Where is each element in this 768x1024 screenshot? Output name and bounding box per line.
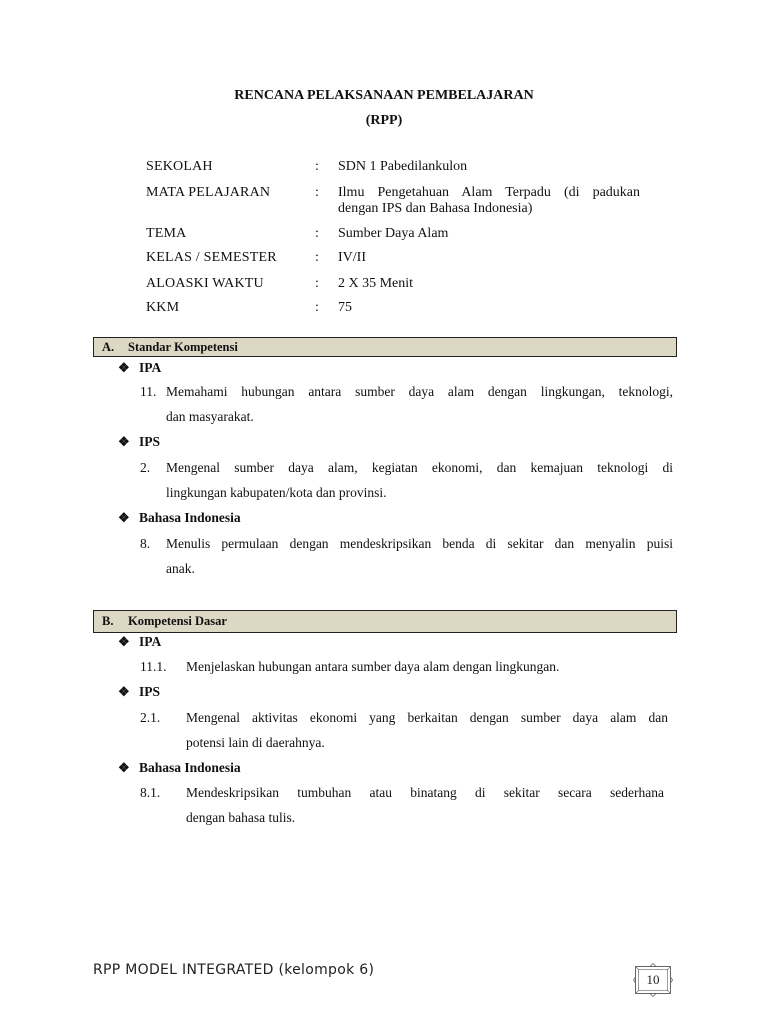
info-value: Ilmu Pengetahuan Alam Terpadu (di padukan <box>338 185 640 200</box>
diamond-bullet-icon: ❖ <box>118 360 130 375</box>
info-label: SEKOLAH <box>146 159 213 174</box>
subject-heading: IPS <box>139 684 161 699</box>
document-title: RENCANA PELAKSANAAN PEMBELAJARAN <box>234 88 534 103</box>
info-value: Sumber Daya Alam <box>338 226 449 241</box>
item-line: Mengenal aktivitas ekonomi yang berkaitan dengan sumber daya alam dan <box>186 710 668 725</box>
info-value: 75 <box>338 300 352 315</box>
item-line: lingkungan kabupaten/kota dan provinsi. <box>166 485 387 500</box>
info-colon: : <box>315 159 319 174</box>
diamond-bullet-icon: ❖ <box>118 434 130 449</box>
item-text <box>186 780 664 830</box>
info-colon: : <box>315 226 319 241</box>
document-subtitle: (RPP) <box>365 113 403 128</box>
item-number: 2. <box>140 460 151 475</box>
item-line: Menjelaskan hubungan antara sumber daya alam dengan lingkungan. <box>186 659 560 674</box>
item-text <box>186 654 668 679</box>
info-colon: : <box>315 300 319 315</box>
info-label: TEMA <box>146 226 187 241</box>
info-colon: : <box>315 250 319 265</box>
info-value: SDN 1 Pabedilankulon <box>338 159 468 174</box>
info-value: IV/II <box>338 250 366 265</box>
section-b-header <box>93 610 677 633</box>
item-line: Mengenal sumber daya alam, kegiatan ekonomi, dan kemajuan teknologi di <box>166 460 673 475</box>
subject-heading: IPA <box>139 634 162 649</box>
info-label: KELAS / SEMESTER <box>146 250 277 265</box>
item-line: dan masyarakat. <box>166 409 254 424</box>
item-line: Memahami hubungan antara sumber daya alam dengan lingkungan, teknologi, <box>166 384 673 399</box>
info-colon: : <box>315 276 319 291</box>
item-text <box>186 705 668 755</box>
diamond-bullet-icon: ❖ <box>118 634 130 649</box>
item-number: 8. <box>140 536 151 551</box>
item-number: 11. <box>140 384 157 399</box>
diamond-bullet-icon: ❖ <box>118 510 130 525</box>
section-letter: B. <box>102 614 114 628</box>
item-number: 8.1. <box>140 785 161 800</box>
item-number: 2.1. <box>140 710 161 725</box>
page-number: 10 <box>646 972 660 987</box>
item-line: potensi lain di daerahnya. <box>186 735 325 750</box>
item-text <box>166 379 673 429</box>
info-colon: : <box>315 185 319 200</box>
info-label: KKM <box>146 300 180 315</box>
section-title: Kompetensi Dasar <box>128 614 227 628</box>
diamond-bullet-icon: ❖ <box>118 684 130 699</box>
item-text <box>166 455 673 505</box>
item-line: Mendeskripsikan tumbuhan atau binatang di sekitar secara sederhana <box>186 785 664 800</box>
info-label: MATA PELAJARAN <box>146 185 271 200</box>
section-a-header <box>93 337 677 357</box>
subject-heading: IPA <box>139 360 162 375</box>
item-line: dengan bahasa tulis. <box>186 810 296 825</box>
item-text <box>166 531 673 581</box>
subject-heading: Bahasa Indonesia <box>139 510 241 525</box>
diamond-bullet-icon: ❖ <box>118 760 130 775</box>
info-label: ALOASKI WAKTU <box>146 276 264 291</box>
info-value: 2 X 35 Menit <box>338 276 414 291</box>
footer-text: RPP MODEL INTEGRATED (kelompok 6) <box>93 962 375 978</box>
section-title: Standar Kompetensi <box>128 340 238 354</box>
subject-heading: IPS <box>139 434 161 449</box>
item-line: anak. <box>166 561 195 576</box>
info-value-continued: dengan IPS dan Bahasa Indonesia) <box>338 201 533 216</box>
section-letter: A. <box>102 340 115 354</box>
subject-heading: Bahasa Indonesia <box>139 760 241 775</box>
item-number: 11.1. <box>140 659 167 674</box>
item-line: Menulis permulaan dengan mendeskripsikan benda di sekitar dan menyalin puisi <box>166 536 673 551</box>
